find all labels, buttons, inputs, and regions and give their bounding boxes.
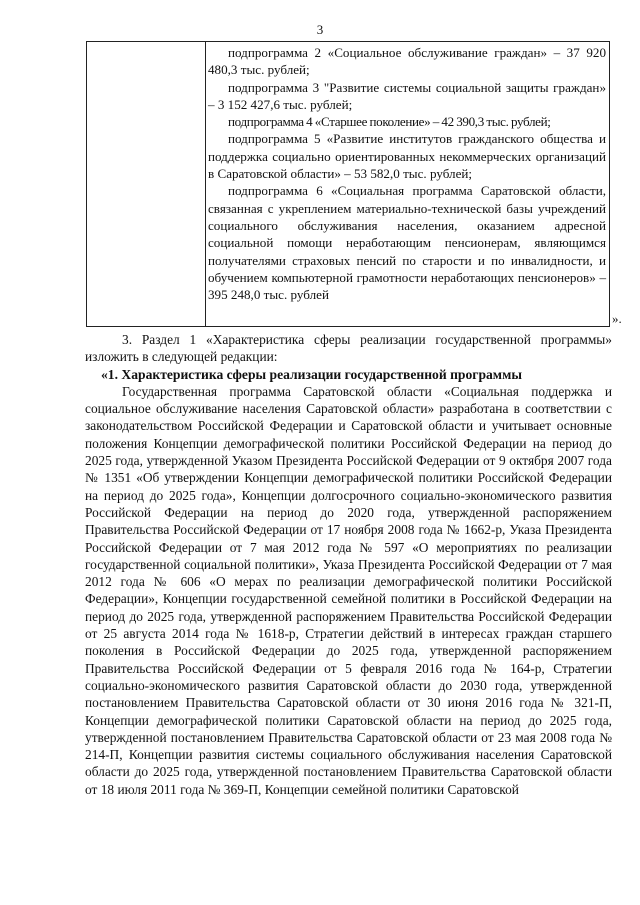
subprogram-funding-table: [86, 41, 610, 327]
section-intro-paragraph: 3. Раздел 1 «Характеристика сферы реализации государственной программы» изложить в следующей редакции:: [85, 332, 612, 365]
subprogram-5-item: подпрограмма 5 «Развитие институтов гражданского общества и поддержка социально ориентированных некоммерческих организаций в Саратовской области» – 53 582,0 тыс. рублей;: [208, 131, 606, 182]
subprogram-2-item: подпрограмма 2 «Социальное обслуживание граждан» – 37 920 480,3 тыс. рублей;: [208, 45, 606, 78]
section-body-paragraph: Государственная программа Саратовской области «Социальная поддержка и социальное обслуживание населения Саратовской области» разработана в соответствии с законодательством Российской Федерации и Саратовской области и учитывает основные положения Концепции демографической политики Российской Федерации на период до 2025 года, утвержденной Указом Президента Российской Федерации от 9 октября 2007 года № 1351 «Об утверждении Концепции демографической политики Российской Федерации на период до 2025 года», Концепции долгосрочного социально-экономического развития Российской Федерации на период до 2020 года, утвержденной распоряжением Правительства Российской Федерации от 17 ноября 2008 года № 1662-р, Указа Президента Российской Федерации от 7 мая 2012 года № 597 «О мероприятиях по реализации государственной социальной политики», Указа Президента Российской Федерации от 7 мая 2012 года № 606 «О мерах по реализации демографической политики Российской Федерации», Концепции государственной семейной политики в Российской Федерации на период до 2025 года, утвержденной распоряжением Правительства Российской Федерации от 25 августа 2014 года № 1618-р, Стратегии действий в интересах граждан старшего поколения в Российской Федерации до 2025 года, утвержденной распоряжением Правительства Российской Федерации от 5 февраля 2016 года № 164-р, Стратегии социально-экономического развития Саратовской области до 2030 года, утвержденной постановлением Правительства Саратовской области от 30 июня 2016 года № 321-П, Концепции демографической политики Саратовской области на период до 2025 года, утвержденной постановлением Правительства Саратовской области от 23 мая 2008 года № 214-П, Концепции развития системы социального обслуживания населения Саратовской области до 2025 года, утвержденной постановлением Правительства Саратовской области от 18 июля 2011 года № 369-П, Концепции семейной политики Саратовской: [85, 383, 612, 797]
table-left-cell: [87, 42, 206, 326]
subprogram-4-item: подпрограмма 4 «Старшее поколение» – 42 390,3 тыс. рублей;: [228, 114, 551, 130]
section-heading: «1. Характеристика сферы реализации государственной программы: [101, 366, 522, 382]
table-closing-quote: ».: [612, 311, 622, 326]
subprogram-6-item: подпрограмма 6 «Социальная программа Саратовской области, связанная с укреплением материально-технической базы учреждений социального обслуживания населения, оказанием адресной социальной помощи неработающим пенсионерам, являющимся получателями страховых пенсий по старости и по инвалидности, и обучением компьютерной грамотности неработающих пенсионеров» – 395 248,0 тыс. рублей: [208, 183, 606, 303]
table-right-cell: [208, 44, 606, 303]
page-number: 3: [316, 22, 324, 37]
subprogram-3-item: подпрограмма 3 "Развитие системы социальной защиты граждан» – 3 152 427,6 тыс. рублей;: [208, 79, 606, 112]
document-body: [85, 331, 612, 798]
